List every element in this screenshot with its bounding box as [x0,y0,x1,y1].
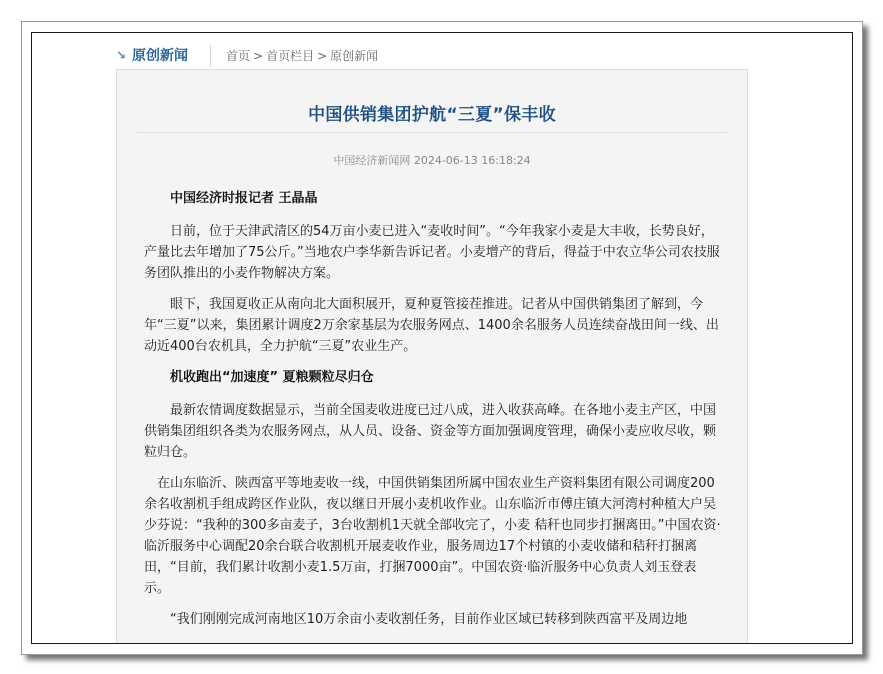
breadcrumb-separator: > [317,49,328,63]
page-viewport [31,32,853,644]
arrow-down-right-icon: ↘ [116,48,127,62]
section-title[interactable] [116,43,188,69]
article-datetime: 2024-06-13 16:18:24 [413,154,531,167]
article-paragraph: 眼下，我国夏收正从南向北大面积展开，夏种夏管接茬推进。记者从中国供销集团了解到，今年“三夏”以来，集团累计调度2万余家基层为农服务网点、1400余名服务人员连续奋战田间一线、出动近400台农机具，全力护航“三夏”农业生产。 [144,297,719,354]
article-panel [116,69,748,644]
article-paragraph: 在山东临沂、陕西富平等地麦收一线，中国供销集团所属中国农业生产资料集团有限公司调度200余名收割机手组成跨区作业队，夜以继日开展小麦机收作业。山东临沂市傅庄镇大河湾村种植大户吴少芬说：“我种的300多亩麦子，3台收割机1天就全部收完了，小麦 秸秆也同步打捆离田。”中国农资·临沂服务中心调配20余台联合收割机开展麦收作业，服务周边17个村镇的小麦收储和秸秆打捆离田，“目前，我们累计收割小麦1.5万亩，打捆7000亩”。中国农资·临沂服务中心负责人刘玉登表示。 [144,476,721,596]
breadcrumb [226,43,378,69]
section-title-text: 原创新闻 [132,48,188,64]
title-divider [137,132,727,133]
article-title: 中国供销集团护航“三夏”保丰收 [308,105,556,125]
breadcrumb-column[interactable]: 首页栏目 [266,49,315,63]
breadcrumb-divider [210,45,211,67]
breadcrumb-bar [116,43,748,69]
article-paragraph: 最新农情调度数据显示，当前全国麦收进度已过八成，进入收获高峰。在各地小麦主产区，中国供销集团组织各类为农服务网点，从人员、设备、资金等方面加强调度管理，确保小麦应收尽收，颗粒归仓。 [144,403,717,460]
article-paragraph: 日前，位于天津武清区的54万亩小麦已进入“麦收时间”。“今年我家小麦是大丰收，长势良好，产量比去年增加了75公斤。”当地农户李华新告诉记者。小麦增产的背后，得益于中农立华公司农技服务团队推出的小麦作物解决方案。 [144,224,720,281]
breadcrumb-separator: > [253,49,264,63]
article-byline: 中国经济时报记者 王晶晶 [170,191,318,206]
breadcrumb-original-news[interactable]: 原创新闻 [330,49,379,63]
article-paragraph: “我们刚刚完成河南地区10万余亩小麦收割任务，目前作业区域已转移到陕西富平及周边地 [170,612,688,627]
article-meta [137,152,727,168]
screenshot-frame [21,21,863,655]
breadcrumb-home[interactable]: 首页 [226,49,251,63]
article-subheading: 机收跑出“加速度” 夏粮颗粒尽归仓 [170,370,374,385]
article-body [144,188,722,640]
article-source[interactable]: 中国经济新闻网 [333,154,411,167]
